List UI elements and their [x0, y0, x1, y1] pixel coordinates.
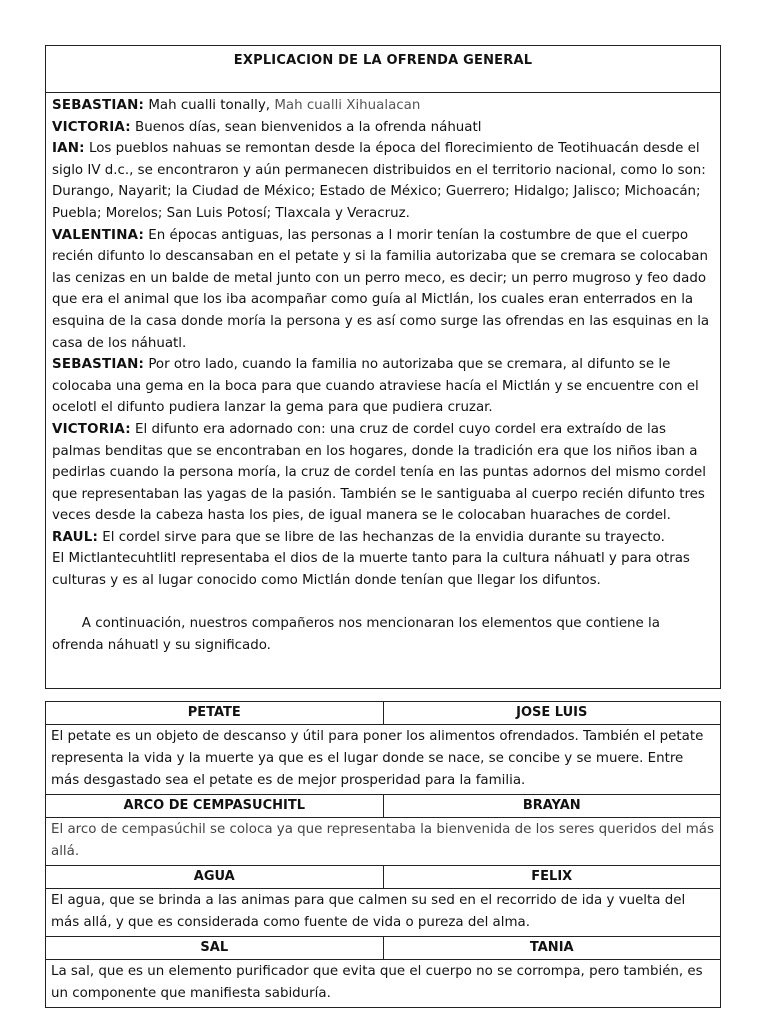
element-name: ARCO DE CEMPASUCHITL [123, 798, 305, 814]
paragraph-text: El Mictlantecuhtlitl representaba el dios de la muerte tanto para la cultura náhuatl y para otras culturas y es al lugar conocido como Mictlán donde tenían que llegar los difuntos. [52, 551, 690, 589]
element-description: El arco de cempasúchil se coloca ya que representaba la bienvenida de los seres queridos del más allá. [46, 817, 720, 865]
speaker-label: VICTORIA: [52, 119, 131, 135]
element-name: PETATE [187, 705, 241, 721]
element-petate [45, 701, 721, 795]
paragraph-text-extra: Mah cualli Xihualacan [274, 98, 421, 113]
speaker-label: VALENTINA: [52, 227, 144, 243]
element-person: BRAYAN [383, 795, 721, 817]
paragraph [52, 527, 714, 549]
element-name: SAL [200, 940, 229, 956]
paragraph-text: El cordel sirve para que se libre de las hechanzas de la envidia durante su trayecto. [102, 529, 665, 545]
element-agua [45, 866, 721, 937]
speaker-label: RAUL: [52, 529, 99, 545]
element-description: La sal, que es un elemento purificador que evita que el cuerpo no se corrompa, pero también, es un componente que manifiesta sabiduría. [46, 959, 720, 1007]
speaker-label: IAN: [52, 141, 85, 157]
paragraph-text: El difunto era adornado con: una cruz de cordel cuyo cordel era extraído de las palmas benditas que se encontraban en los hogares, donde la tradición era que los niños iban a pedirlas cuando la persona moría, la cruz de cordel tenía en las puntas adornos del mismo cordel que representaban las yagas de la pasión. También se le santiguaba al cuerpo recién difunto tres veces desde la cabeza hasta los pies, de igual manera se le colocaban huaraches de cordel. [52, 421, 706, 524]
paragraph [52, 354, 714, 419]
element-header-row [46, 702, 720, 724]
element-header-row [46, 866, 720, 888]
element-person: FELIX [383, 866, 721, 888]
paragraph-text: Los pueblos nahuas se remontan desde la época del florecimiento de Teotihuacán desde el siglo IV d.c., se encontraron y aún permanecen distribuidos en el territorio nacional, como lo son: Durango, Nayarit; la Ciudad de México; Estado de México; Guerrero; Hidalgo; Jalisco; Michoacán; Puebla; Morelos; San Luis Potosí; Tlaxcala y Veracruz. [52, 141, 706, 221]
paragraph [52, 419, 714, 527]
speaker-label: VICTORIA: [52, 421, 131, 437]
speaker-label: SEBASTIAN: [52, 98, 145, 113]
speaker-label: SEBASTIAN: [52, 357, 145, 373]
paragraph [52, 225, 714, 355]
element-name: AGUA [193, 869, 235, 885]
paragraph-text: Por otro lado, cuando la familia no autorizaba que se cremara, al difunto se le colocaba una gema en la boca para que cuando atraviese hacía el Mictlán y se encuentre con el ocelotl el difunto pudiera lanzar la gema para que pudiera cruzar. [52, 357, 699, 416]
element-sal [45, 937, 721, 1008]
element-header-row [46, 795, 720, 817]
paragraph [52, 117, 714, 139]
narration-block [45, 93, 721, 689]
element-description: El petate es un objeto de descanso y útil para poner los alimentos ofrendados. También el petate representa la vida y la muerte ya que es el lugar donde se nace, se concibe y se muere. Entre más desgastado sea el petate es de mejor prosperidad para la familia. [46, 724, 720, 794]
element-description: El agua, que se brinda a las animas para que calmen su sed en el recorrido de ida y vuelta del más allá, y que es considerada como fuente de vida o pureza del alma. [46, 888, 720, 936]
paragraph-text: En épocas antiguas, las personas a l morir tenían la costumbre de que el cuerpo recién difunto lo descansaban en el petate y si la familia autorizaba que se cremara se colocaban las cenizas en un balde de metal junto con un perro meco, es decir; un perro mugroso y feo dado que era el animal que los iba acompañar como guía al Mictlán, los cuales eran enterrados en la esquina de la casa donde moría la persona y es así como surge las ofrendas en las esquinas en la casa de los náhuatl. [52, 227, 710, 351]
paragraph-text: Mah cualli tonally, [148, 98, 271, 113]
paragraph [52, 592, 714, 678]
paragraph [52, 138, 714, 224]
document-sheet [45, 45, 721, 1008]
paragraph-text: A continuación, nuestros compañeros nos mencionaran los elementos que contiene la ofrenda náhuatl y su significado. [52, 616, 665, 653]
paragraph [52, 95, 714, 117]
element-person: TANIA [383, 937, 721, 959]
paragraph-text: Buenos días, sean bienvenidos a la ofrenda náhuatl [135, 119, 482, 135]
paragraph [52, 548, 714, 591]
element-arco-de-cempasuchitl [45, 795, 721, 866]
element-header-row [46, 937, 720, 959]
document-title: EXPLICACION DE LA OFRENDA GENERAL [45, 45, 721, 93]
element-person: JOSE LUIS [383, 702, 721, 724]
